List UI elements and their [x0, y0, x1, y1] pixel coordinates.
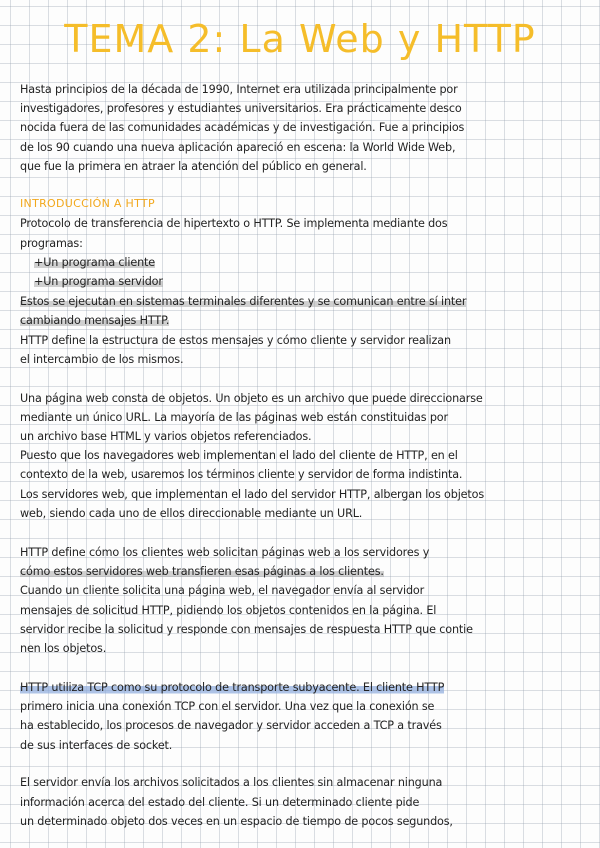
section3-line: HTTP define cómo los clientes web solicitan páginas web a los servidores y: [20, 546, 430, 559]
section-heading: INTRODUCCIÓN A HTTP: [20, 197, 155, 210]
section4-line: primero inicia una conexión TCP con el servidor. Una vez que la conexión se: [20, 700, 435, 713]
highlighted-text: HTTP utiliza TCP como su protocolo de transporte subyacente. El cliente HTTP: [20, 681, 445, 694]
section2-line: mediante un único URL. La mayoría de las páginas web están constituidas por: [20, 411, 448, 424]
section1-line: [20, 314, 584, 328]
section2-line: Los servidores web, que implementan el lado del servidor HTTP, albergan los objetos: [20, 488, 484, 501]
section2-line: contexto de la web, usaremos los términos cliente y servidor de forma indistinta.: [20, 468, 463, 481]
highlighted-text: +Un programa servidor: [34, 275, 163, 288]
section2-line: Puesto que los navegadores web implementan el lado del cliente de HTTP, en el: [20, 449, 458, 462]
intro-line: de los 90 cuando una nueva aplicación apareció en escena: la World Wide Web,: [20, 141, 456, 154]
page-title: TEMA 2: La Web y HTTP: [64, 17, 536, 61]
section1-line: el intercambio de los mismos.: [20, 353, 184, 366]
section1-line: HTTP define la estructura de estos mensajes y cómo cliente y servidor realizan: [20, 334, 451, 347]
section3-line: Cuando un cliente solicita una página web, el navegador envía al servidor: [20, 584, 425, 597]
section3-line: servidor recibe la solicitud y responde con mensajes de respuesta HTTP que contie: [20, 623, 473, 636]
intro-line: que fue la primera en atraer la atención del público en general.: [20, 160, 367, 173]
intro-line: nocida fuera de las comunidades académicas y de investigación. Fue a principios: [20, 121, 465, 134]
highlighted-text: cómo estos servidores web transfieren esas páginas a los clientes.: [20, 565, 384, 578]
section3-line: nen los objetos.: [20, 642, 107, 655]
section1-line: programas:: [20, 237, 83, 250]
section3-line: mensajes de solicitud HTTP, pidiendo los objetos contenidos en la página. El: [20, 604, 437, 617]
section4-line: [20, 681, 584, 695]
intro-line: investigadores, profesores y estudiantes universitarios. Era prácticamente desco: [20, 102, 462, 115]
highlighted-text: cambiando mensajes HTTP.: [20, 314, 170, 327]
highlighted-text: Estos se ejecutan en sistemas terminales diferentes y se comunican entre sí inter: [20, 295, 467, 308]
section2-line: un archivo base HTML y varios objetos referenciados.: [20, 430, 312, 443]
section4-line: ha establecido, los procesos de navegador y servidor acceden a TCP a través: [20, 719, 442, 732]
section3-line: [20, 565, 584, 579]
section2-line: web, siendo cada uno de ellos direccionable mediante un URL.: [20, 507, 363, 520]
section5-line: información acerca del estado del cliente. Si un determinado cliente pide: [20, 796, 420, 809]
section5-line: El servidor envía los archivos solicitados a los clientes sin almacenar ninguna: [20, 776, 443, 789]
highlighted-text: +Un programa cliente: [34, 256, 155, 269]
section1-line: Protocolo de transferencia de hipertexto o HTTP. Se implementa mediante dos: [20, 217, 448, 230]
section2-line: Una página web consta de objetos. Un objeto es un archivo que puede direccionarse: [20, 392, 483, 405]
section1-line: [34, 256, 584, 270]
section1-line: [34, 275, 584, 289]
section1-line: [20, 295, 584, 309]
section5-line: un determinado objeto dos veces en un espacio de tiempo de pocos segundos,: [20, 815, 453, 828]
section4-line: de sus interfaces de socket.: [20, 739, 173, 752]
intro-line: Hasta principios de la década de 1990, Internet era utilizada principalmente por: [20, 83, 458, 96]
